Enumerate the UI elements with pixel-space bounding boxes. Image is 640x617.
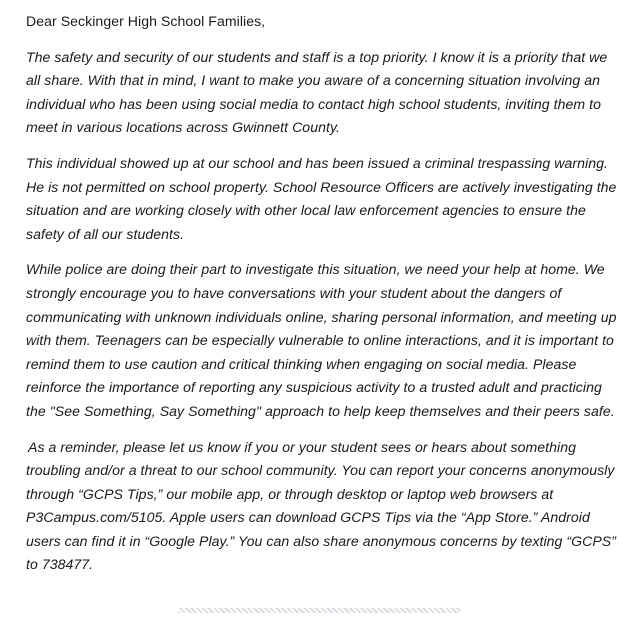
salutation: Dear Seckinger High School Families, (26, 13, 266, 29)
paragraph-trespass-warning: This individual showed up at our school and has been issued a criminal trespassing warning. He is not permitted on school property. School Resource Officers are actively investigating the situation and are working closely with other local law enforcement agencies to ensure the safety of all our students. (26, 154, 617, 242)
footer-divider (178, 608, 460, 613)
paragraph-reporting-reminder: As a reminder, please let us know if you or your student sees or hears about something troubling and/or a threat to our school community. You can report your concerns anonymously through “GCPS Tips,” our mobile app, or through desktop or laptop web browsers at P3Campus.com/5105. Apple users can download GCPS Tips via the “App Store.” Android users can find it in “Google Play.” You can also share anonymous concerns by texting “GCPS” to 738477. (26, 438, 616, 573)
letter-body (26, 10, 622, 589)
paragraph-help-at-home: While police are doing their part to investigate this situation, we need your help at home. We strongly encourage you to have conversations with your student about the dangers of communicating with unknown individuals online, sharing personal information, and meeting up with them. Teenagers can be especially vulnerable to online interactions, and it is important to remind them to use caution and critical thinking when engaging on social media. Please reinforce the importance of reporting any suspicious activity to a trusted adult and practicing the "See Something, Say Something" approach to help keep themselves and their peers safe. (26, 261, 617, 419)
paragraph-safety-priority: The safety and security of our students and staff is a top priority. I know it is a priority that we all share. With that in mind, I want to make you aware of a concerning situation involving an individual who has been using social media to contact high school students, inviting them to meet in various locations across Gwinnett County. (26, 48, 608, 136)
